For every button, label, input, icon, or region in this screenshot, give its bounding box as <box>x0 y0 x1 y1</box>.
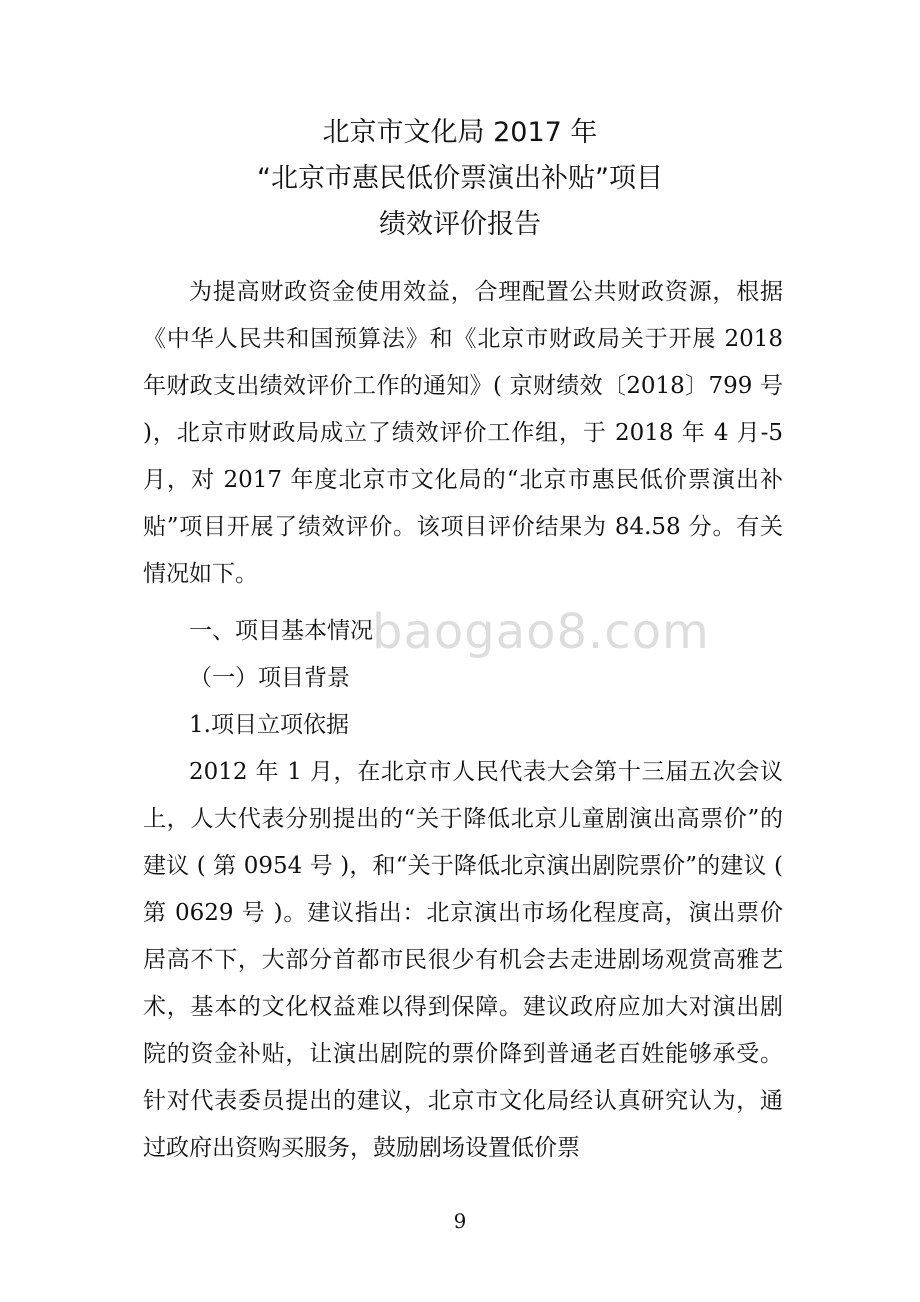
background-section <box>143 749 783 1172</box>
title-line-1: 北京市文化局 2017 年 <box>322 117 598 148</box>
report-title <box>0 110 920 248</box>
title-line-3: 绩效评价报告 <box>379 209 541 240</box>
watermark: baogao8.com <box>372 604 710 660</box>
section-heading-basic-info: 一、项目基本情况 <box>189 618 373 644</box>
page-number: 9 <box>453 1209 467 1233</box>
intro-paragraph: 为提高财政资金使用效益，合理配置公共财政资源，根据《中华人民共和国预算法》和《北京市财政局关于开展 2018 年财政支出绩效评价工作的通知》( 京财绩效〔2018〕799 号 )，北京市财政局成立了绩效评价工作组，于 2018 年 4 月-5 月，对 2017 年度北京市文化局的“北京市惠民低价票演出补贴”项目开展了绩效评价。该项目评价结果为 84.58 分。有关情况如下。 <box>143 279 783 587</box>
subsection-heading-basis: 1.项目立项依据 <box>189 712 349 738</box>
subsection-heading-background: （一）项目背景 <box>189 665 350 691</box>
background-paragraph: 2012 年 1 月，在北京市人民代表大会第十三届五次会议上，人大代表分别提出的“关于降低北京儿童剧演出高票价”的建议 ( 第 0954 号 )，和“关于降低北京演出剧院票价”的建议 ( 第 0629 号 )。建议指出：北京演出市场化程度高，演出票价居高不下，大部分首都市民很少有机会去走进剧场观赏高雅艺术，基本的文化权益难以得到保障。建议政府应加大对演出剧院的资金补贴，让演出剧院的票价降到普通老百姓能够承受。针对代表委员提出的建议，北京市文化局经认真研究认为，通过政府出资购买服务，鼓励剧场设置低价票 <box>143 759 783 1161</box>
title-line-2: “北京市惠民低价票演出补贴”项目 <box>257 163 663 194</box>
intro-section <box>143 269 783 598</box>
